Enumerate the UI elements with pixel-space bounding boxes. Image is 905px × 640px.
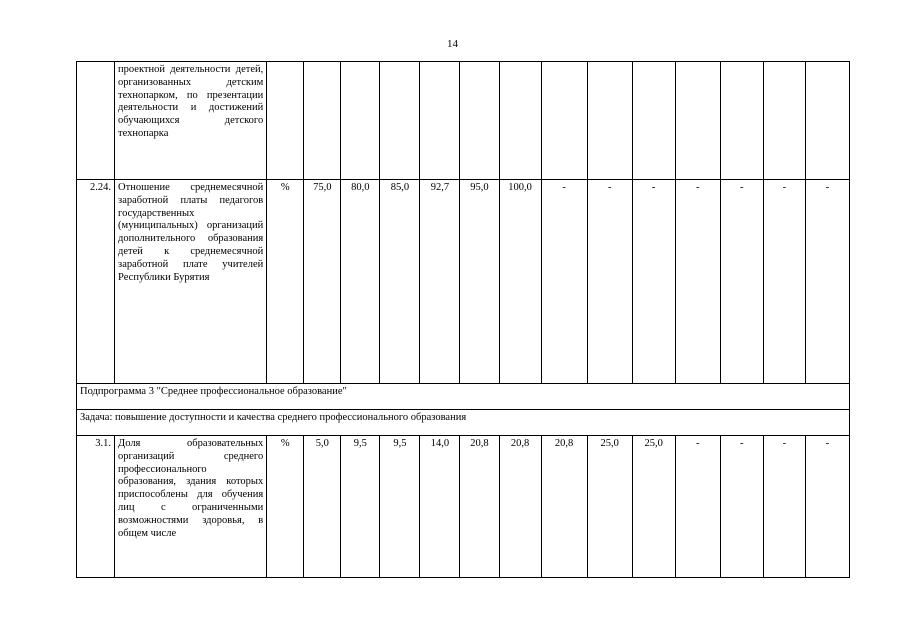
value-cell: 5,0 [304,436,341,578]
value-cell: - [632,180,675,384]
value-cell: - [720,180,763,384]
value-cell [541,62,587,180]
value-cell: - [675,180,720,384]
value-cell [805,62,849,180]
row-description: проектной деятельности детей, организованных детским технопарком, по презентации деятельности и достижений обучающихся детского технопарка [115,62,267,180]
subprogram-heading: Подпрограмма 3 "Среднее профессиональное образование" [77,384,850,410]
value-cell: - [805,180,849,384]
row-index: 2.24. [77,180,115,384]
value-cell: 20,8 [541,436,587,578]
value-cell [460,62,499,180]
value-cell: 9,5 [341,436,380,578]
table-row [77,436,850,578]
value-cell [632,62,675,180]
table-row [77,62,850,180]
indicators-table [76,61,850,578]
value-cell: 80,0 [341,180,380,384]
value-cell: - [675,436,720,578]
value-cell [341,62,380,180]
value-cell: 25,0 [587,436,632,578]
value-cell: 9,5 [380,436,420,578]
value-cell: 100,0 [499,180,541,384]
page-number: 14 [447,38,458,50]
value-cell: 20,8 [460,436,499,578]
value-cell: - [763,436,805,578]
value-cell: - [763,180,805,384]
task-row [77,410,850,436]
value-cell: 95,0 [460,180,499,384]
value-cell [304,62,341,180]
value-cell: 20,8 [499,436,541,578]
subprogram-row [77,384,850,410]
value-cell [763,62,805,180]
value-cell [420,62,460,180]
value-cell [380,62,420,180]
row-index [77,62,115,180]
row-description: Отношение среднемесячной заработной платы педагогов государственных (муниципальных) организаций дополнительного образования детей к среднемесячной заработной плате учителей Республики Бурятия [115,180,267,384]
row-unit: % [267,180,304,384]
value-cell: 85,0 [380,180,420,384]
value-cell: 14,0 [420,436,460,578]
value-cell: - [805,436,849,578]
value-cell: 75,0 [304,180,341,384]
value-cell: 92,7 [420,180,460,384]
value-cell [499,62,541,180]
task-heading: Задача: повышение доступности и качества среднего профессионального образования [77,410,850,436]
value-cell: - [587,180,632,384]
table-row [77,180,850,384]
value-cell: - [720,436,763,578]
row-description: Доля образовательных организаций среднего профессионального образования, здания которых приспособлены для обучения лиц с ограниченными возможностями здоровья, в общем числе [115,436,267,578]
row-index: 3.1. [77,436,115,578]
value-cell [587,62,632,180]
value-cell: - [541,180,587,384]
row-unit: % [267,436,304,578]
value-cell: 25,0 [632,436,675,578]
row-unit [267,62,304,180]
value-cell [720,62,763,180]
value-cell [675,62,720,180]
